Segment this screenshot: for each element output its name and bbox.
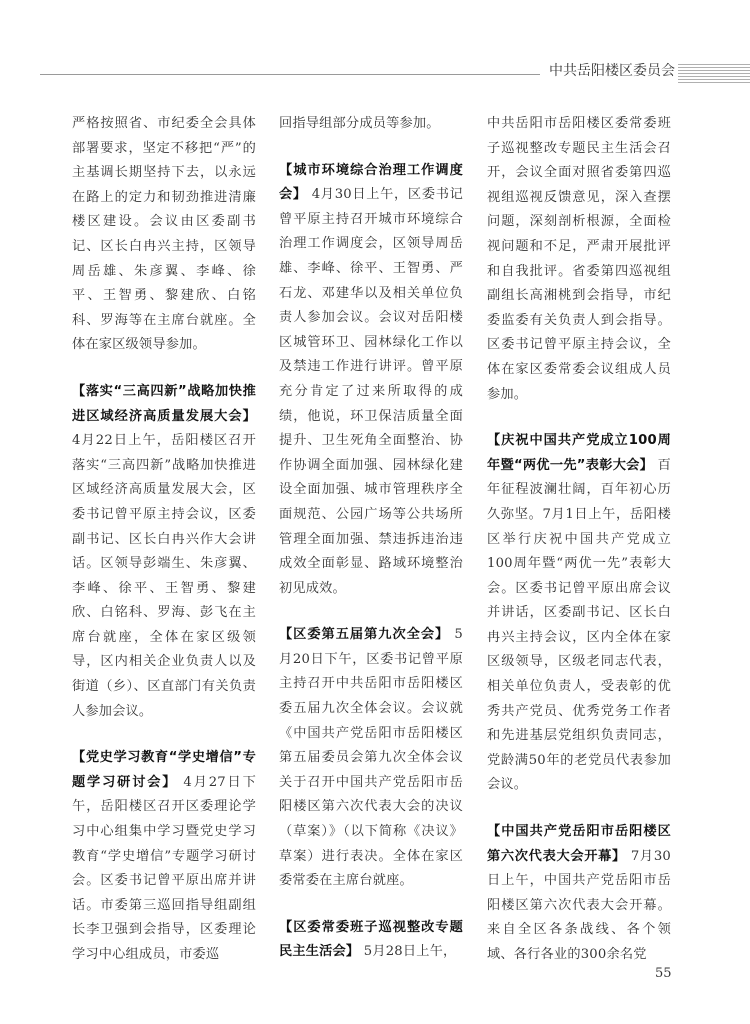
paragraph xyxy=(72,380,256,724)
paragraph xyxy=(72,746,256,967)
section-heading: 【党史学习教育“学史增信”专题学习研讨会】 xyxy=(72,750,256,790)
paragraph xyxy=(279,159,463,602)
page-header xyxy=(0,58,750,88)
paragraph-text: 5月20日下午，区委书记曾平原主持召开中共岳阳市岳阳楼区委五届九次全体会议。会议就《中国共产党岳阳市岳阳楼区第五届委员会第九次全体会议关于召开中国共产党岳阳市岳阳楼区第六次代表大会的决议（草案）》（以下简称《决议》草案）进行表决。全体在家区委常委在主席台就座。 xyxy=(279,627,463,889)
paragraph-text: 4月30日上午，区委书记曾平原主持召开城市环境综合治理工作调度会，区领导周岳雄、李峰、徐平、王智勇、严石龙、邓建华以及相关单位负责人参加会议。会议对岳阳楼区城管环卫、园林绿化工作以及禁违工作进行讲评。曾平原充分肯定了过来所取得的成绩，他说，环卫保洁质量全面提升、卫生死角全面整治、协作协调全面加强、园林绿化建设全面加强、城市管理秩序全面规范、公园广场等公共场所管理全面加强、禁违拆违治违成效全面彰显、路域环境整治初见成效。 xyxy=(279,187,463,596)
paragraph-text: 5月28日上午， xyxy=(363,944,457,960)
paragraph-text: 中共岳阳市岳阳楼区委常委班子巡视整改专题民主生活会召开，会议全面对照省委第四巡视组巡视反馈意见，深入查摆问题，深刻剖析根源，全面检视问题和不足，严肃开展批评和自我批评。省委第四巡视组副组长高湘桃到会指导，市纪委监委有关负责人到会指导。区委书记曾平原主持会议，全体在家区委常委会议组成人员参加。 xyxy=(487,116,671,402)
header-title: 中共岳阳楼区委员会 xyxy=(549,63,675,79)
paragraph xyxy=(487,429,671,798)
section-heading: 【区委常委班子巡视整改专题民主生活会】 xyxy=(279,919,463,960)
header-stripe-ornament xyxy=(678,64,750,84)
paragraph xyxy=(72,112,256,358)
text-column-3 xyxy=(487,112,671,968)
paragraph xyxy=(279,623,463,894)
page-number: 55 xyxy=(655,966,672,981)
paragraph xyxy=(487,820,671,968)
paragraph-text: 4月27日下午，岳阳楼区召开区委理论学习中心组集中学习暨党史学习教育“学史增信”专题学习研讨会。区委书记曾平原出席并讲话。市委第三巡回指导组副组长李卫强到会指导，区委理论学习中心组成员，市委巡 xyxy=(72,774,256,962)
paragraph-text: 百年征程波澜壮阔，百年初心历久弥坚。7月1日上午，岳阳楼区举行庆祝中国共产党成立100周年暨“两优一先”表彰大会。区委书记曾平原出席会议并讲话，区委副书记、区长白冉兴主持会议，区内全体在家区级领导，区级老同志代表，相关单位负责人，受表彰的优秀共产党员、优秀党务工作者和先进基层党组织负责同志，党龄满50年的老党员代表参加会议。 xyxy=(487,457,671,793)
section-heading: 【区委第五届第九次全会】 xyxy=(279,627,450,643)
section-heading: 【城市环境综合治理工作调度会】 xyxy=(279,162,463,203)
paragraph xyxy=(487,112,671,407)
paragraph xyxy=(279,916,463,965)
paragraph-text: 回指导组部分成员等参加。 xyxy=(279,116,440,131)
text-column-2 xyxy=(279,112,463,965)
paragraph-text: 4月22日上午，岳阳楼区召开落实“三高四新”战略加快推进区域经济高质量发展大会，区委书记曾平原主持会议，区委副书记、区长白冉兴作大会讲话。区领导彭端生、朱彦翼、李峰、徐平、王智勇、黎建欣、白铭科、罗海、彭飞在主席台就座，全体在家区级领导，区内相关企业负责人以及街道（乡）、区直部门有关负责人参加会议。 xyxy=(72,433,256,719)
section-heading: 【落实“三高四新”战略加快推进区域经济高质量发展大会】 xyxy=(72,383,256,424)
paragraph-text: 严格按照省、市纪委全会具体部署要求，坚定不移把“严”的主基调长期坚持下去，以永远在路上的定力和韧劲推进清廉楼区建设。会议由区委副书记、区长白冉兴主持，区领导周岳雄、朱彦翼、李峰、徐平、王智勇、黎建欣、白铭科、罗海等在主席台就座。全体在家区级领导参加。 xyxy=(72,116,256,353)
section-heading: 【中国共产党岳阳市岳阳楼区第六次代表大会开幕】 xyxy=(487,824,671,864)
text-column-1 xyxy=(72,112,256,968)
paragraph-text: 7月30日上午，中国共产党岳阳市岳阳楼区第六次代表大会开幕。来自全区各条战线、各个领域、各行各业的300余名党 xyxy=(487,848,671,962)
header-rule xyxy=(40,74,540,75)
section-heading: 【庆祝中国共产党成立100周年暨“两优一先”表彰大会】 xyxy=(487,433,671,473)
paragraph xyxy=(279,112,463,137)
